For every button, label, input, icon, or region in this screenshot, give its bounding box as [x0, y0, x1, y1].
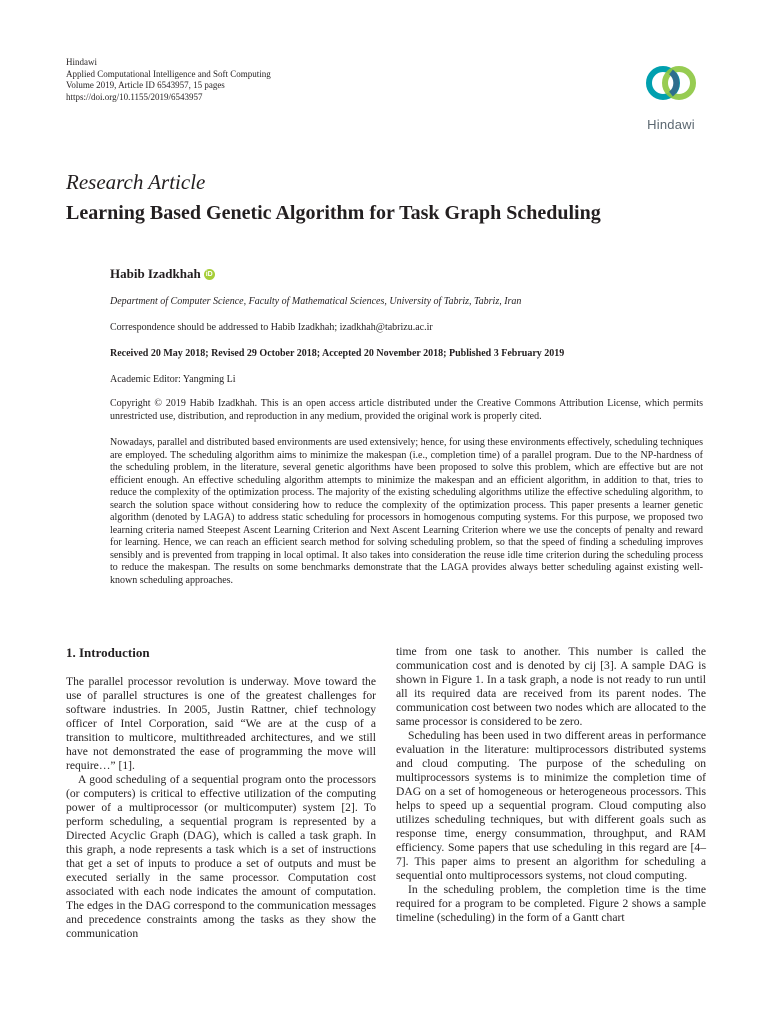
left-column [66, 645, 376, 941]
correspondence: Correspondence should be addressed to Habib Izadkhah; izadkhah@tabrizu.ac.ir [110, 322, 433, 333]
orcid-icon[interactable]: iD [205, 270, 213, 278]
abstract: Nowadays, parallel and distributed based environments are used extensively; hence, for using these environments effectively, scheduling techniques are employed. The scheduling algorithm aims to minimize the makespan (i.e., completion time) of a parallel program. Due to the NP-hardness of the scheduling problem, in the literature, several genetic algorithms have been proposed to solve this problem, which are effective but are not efficient enough. An effective scheduling algorithm attempts to minimize the makespan and an efficient algorithm, in addition to that, tries to reduce the complexity of the optimization process. The majority of the existing scheduling algorithms utilize the effective scheduling algorithm, to search the solution space without considering how to reduce the complexity of the optimization process. This paper presents a learner genetic algorithm (denoted by LAGA) to address static scheduling for processors in homogenous computing systems. For this purpose, we proposed two learning criteria named Steepest Ascent Learning Criterion and Next Ascent Learning Criterion where we use the concepts of penalty and reward for learning. Hence, we can reach an efficient search method for solving scheduling problem, so that the speed of finding a scheduling improves sensibly and is prevented from trapping in local optimal. It also takes into consideration the reuse idle time criterion during the scheduling process to reduce the makespan. The results on some benchmarks demonstrate that the LAGA provides always better scheduling against existing well-known scheduling approaches. [110, 437, 703, 586]
hindawi-logo-icon [643, 61, 699, 111]
paragraph: time from one task to another. This number is called the communication cost and is denoted by cij [3]. A sample DAG is shown in Figure 1. In a task graph, a node is not ready to run until all its required data are received from its parent nodes. The communication cost between two nodes which are allocated to the same processor is considered to be zero. [396, 645, 706, 728]
paragraph: In the scheduling problem, the completion time is the time required for a program to be completed. Figure 2 shows a sample timeline (scheduling) in the form of a Gantt chart [396, 883, 706, 924]
academic-editor: Academic Editor: Yangming Li [110, 374, 236, 385]
paragraph: The parallel processor revolution is underway. Move toward the use of parallel structures is one of the greatest challenges for software industries. In 2005, Justin Rattner, chief technology officer of Intel Corporation, said “We are at the cusp of a transition to multicore, multithreaded architectures, and we still have not demonstrated the ease of programming the move will require…” [1]. [66, 675, 376, 772]
hindawi-logo[interactable] [634, 61, 708, 132]
author [110, 266, 215, 282]
paragraph: A good scheduling of a sequential program onto the processors (or computers) is critical to effective utilization of the computing power of a multiprocessor (or multicomputer) system [2]. To perform scheduling, a sequential program is represented by a Directed Acyclic Graph (DAG), which is called a task graph. In this graph, a node represents a task which is a set of instructions that get a set of inputs to produce a set of outputs and must be executed serially in the same processor. Computation cost associated with each node indicates the amount of computation. The edges in the DAG correspond to the communication messages and precedence constraints among the tasks as they show the communication [66, 773, 376, 940]
right-column [396, 645, 706, 925]
header-meta [66, 57, 271, 103]
author-name[interactable]: Habib Izadkhah [110, 266, 201, 281]
doi-link[interactable]: https://doi.org/10.1155/2019/6543957 [66, 91, 203, 102]
journal-name: Applied Computational Intelligence and Soft Computing [66, 68, 271, 79]
paragraph: Scheduling has been used in two different areas in performance evaluation in the literature: multiprocessors distributed systems and cloud computing. The purpose of the scheduling on multiprocessors systems is to minimize the completion time of DAG on a set of homogeneous or heterogeneous processors. This helps to speed up a sequential program. Cloud computing also utilizes scheduling techniques, but with different goals such as response time, energy consummation, throughput, and RAM efficiency. Some papers that use scheduling in this regard are [4–7]. This paper aims to present an algorithm for scheduling a sequential onto multiprocessors systems, not cloud computing. [396, 729, 706, 882]
article-type: Research Article [66, 170, 206, 194]
copyright-notice: Copyright © 2019 Habib Izadkhah. This is an open access article distributed under the Creative Commons Attribution License, which permits unrestricted use, distribution, and reproduction in any medium, provided the original work is properly cited. [110, 398, 703, 422]
logo-text: Hindawi [647, 117, 695, 132]
paper-title: Learning Based Genetic Algorithm for Task Graph Scheduling [66, 202, 601, 224]
publication-dates: Received 20 May 2018; Revised 29 October 2018; Accepted 20 November 2018; Published 3 February 2019 [110, 348, 565, 359]
volume-info: Volume 2019, Article ID 6543957, 15 pages [66, 80, 225, 90]
publisher-name: Hindawi [66, 57, 97, 67]
section-heading: 1. Introduction [66, 645, 150, 660]
affiliation: Department of Computer Science, Faculty of Mathematical Sciences, University of Tabriz, Tabriz, Iran [110, 296, 522, 307]
